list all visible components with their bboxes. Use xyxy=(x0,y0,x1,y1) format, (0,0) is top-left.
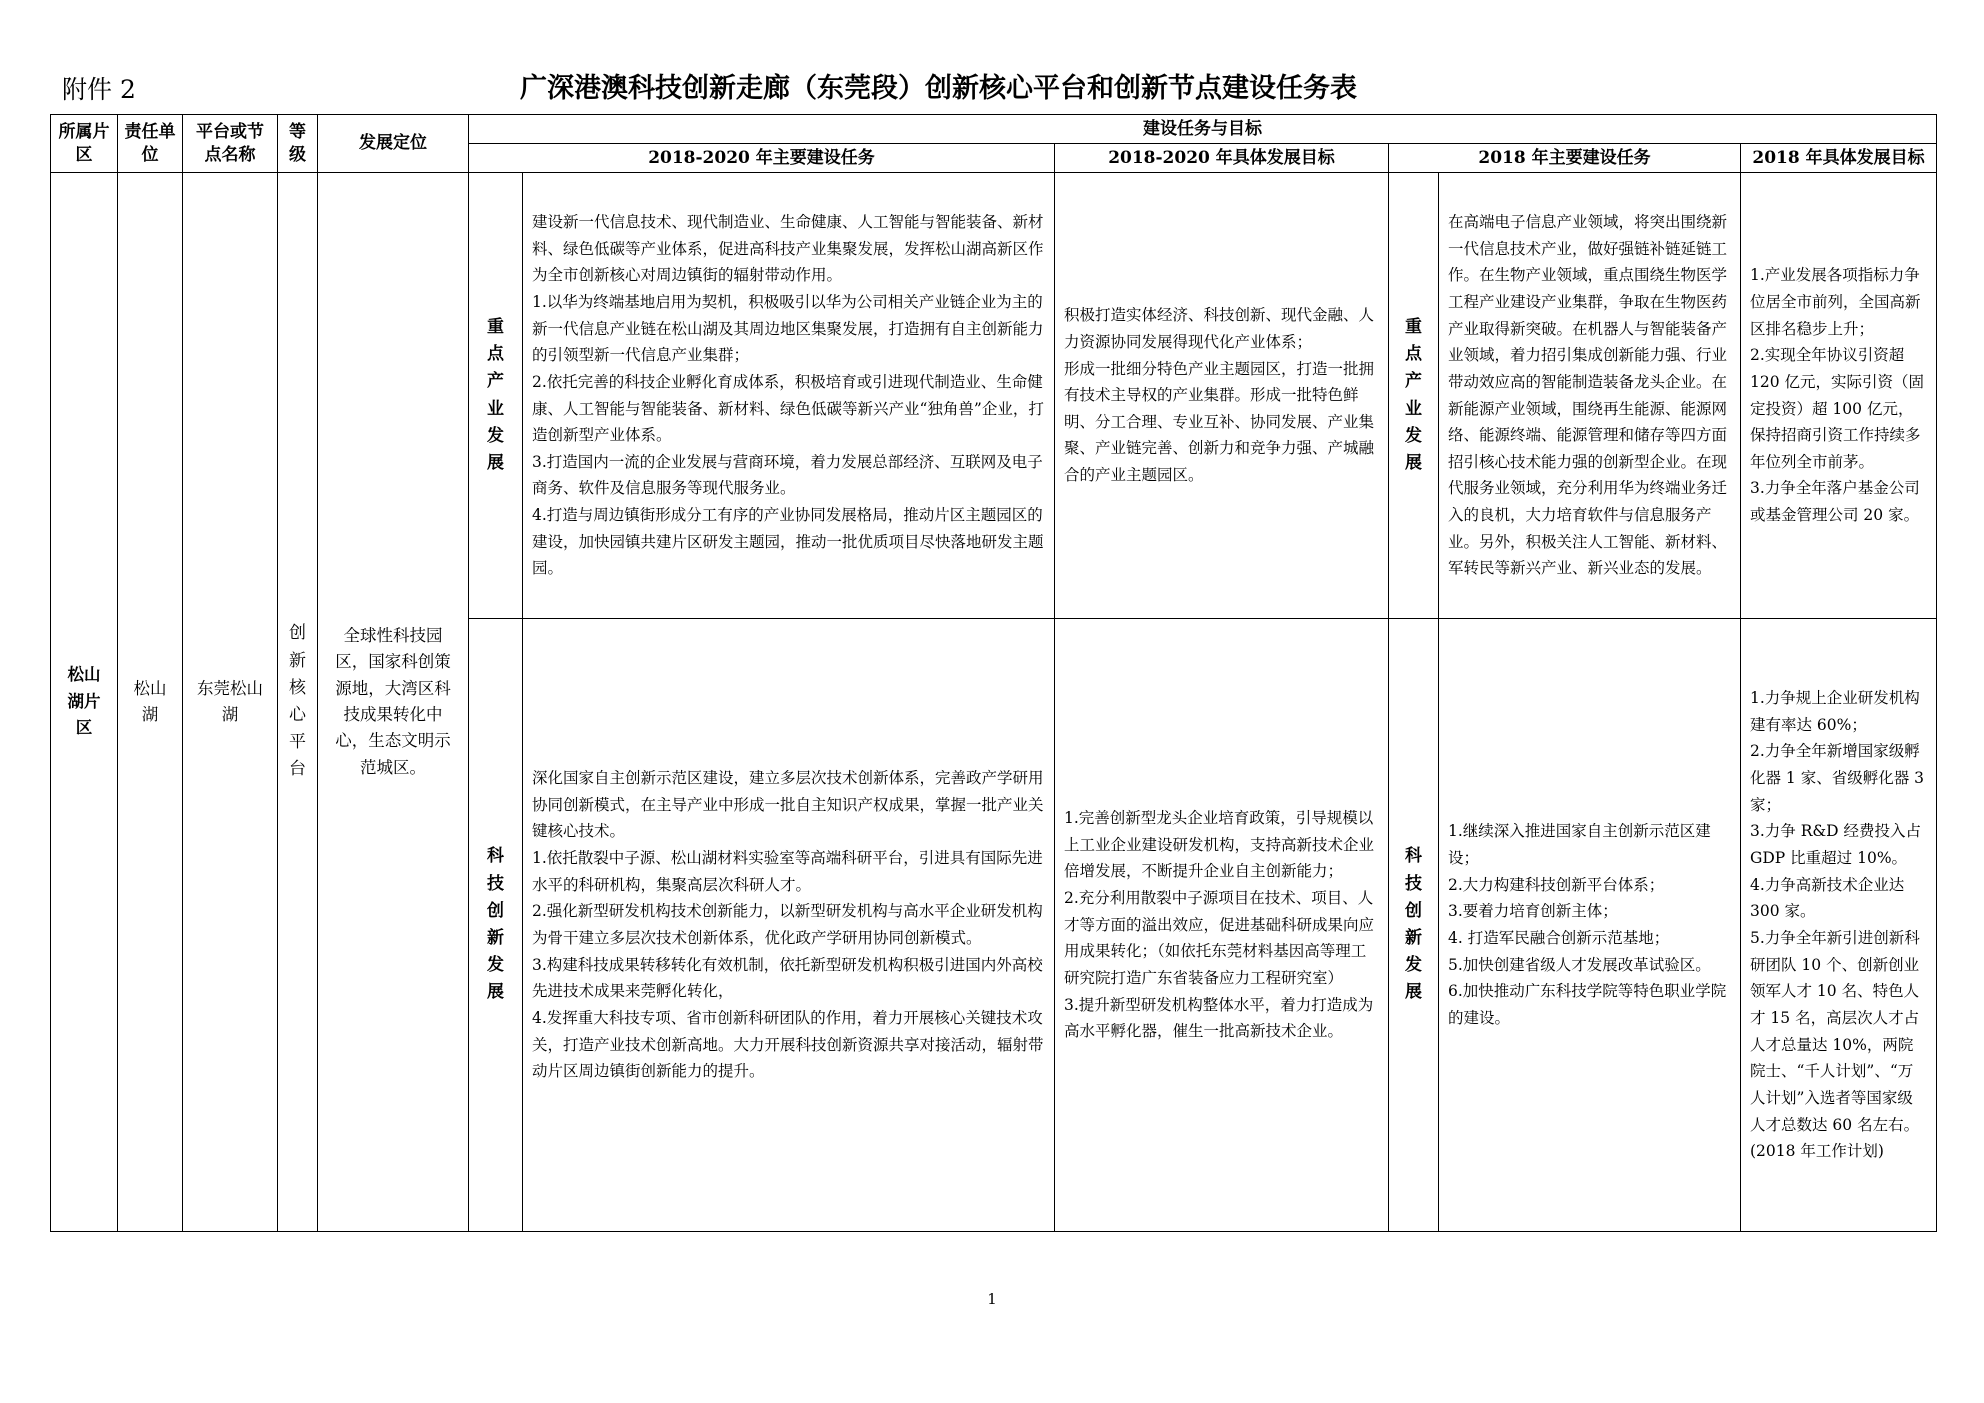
cell-platform: 东莞松山湖 xyxy=(183,173,278,1232)
header-row-1 xyxy=(51,115,1937,144)
cell-category-tech xyxy=(469,619,523,1232)
page-number: 1 xyxy=(987,1290,997,1308)
col-header-positioning: 发展定位 xyxy=(318,115,469,173)
cell-category-tech-2018 xyxy=(1389,619,1439,1232)
cell-tasks-2018-2020-tech: 深化国家自主创新示范区建设，建立多层次技术创新体系，完善政产学研用协同创新模式，在主导产业中形成一批自主知识产权成果，掌握一批产业关键核心技术。 1.依托散裂中子源、松山湖材料实验室等高端科研平台，引进具有国际先进水平的科研机构，集聚高层次科研人才。 2.强化新型研发机构技术创新能力，以新型研发机构与高水平企业研发机构为骨干建立多层次技术创新体系，优化政产学研用协同创新模式。 3.构建科技成果转移转化有效机制，依托新型研发机构积极引进国内外高校先进技术成果来莞孵化转化， 4.发挥重大科技专项、省市创新科研团队的作用，着力开展核心关键技术攻关，打造产业技术创新高地。大力开展科技创新资源共享对接活动，辐射带动片区周边镇街创新能力的提升。 xyxy=(523,619,1055,1232)
col-header-region: 所属片区 xyxy=(51,115,118,173)
cell-positioning: 全球性科技园区，国家科创策源地，大湾区科技成果转化中心，生态文明示范城区。 xyxy=(318,173,469,1232)
cell-region: 松山湖片区 xyxy=(51,173,118,1232)
cell-unit: 松山湖 xyxy=(118,173,183,1232)
table-row xyxy=(51,173,1937,619)
cell-goals-2018-tech: 1.力争规上企业研发机构建有率达 60%； 2.力争全年新增国家级孵化器 1 家、省级孵化器 3 家； 3.力争 R&D 经费投入占 GDP 比重超过 10%。 4.力争高新技术企业达 300 家。 5.力争全年新引进创新科研团队 10 个、创新创业领军人才 10 名、特色人才 15 名，高层次人才占人才总量达 10%，两院院士、“千人计划”、“万人计划”入选者等国家级人才总数达 60 名左右。(2018 年工作计划) xyxy=(1741,619,1937,1232)
level-text: 创新核心平台 xyxy=(289,623,306,780)
cell-level xyxy=(278,173,318,1232)
col-header-goals-2018-2020: 2018-2020 年具体发展目标 xyxy=(1055,144,1389,173)
cell-goals-2018-2020-tech: 1.完善创新型龙头企业培育政策，引导规模以上工业企业建设研发机构，支持高新技术企业倍增发展，不断提升企业自主创新能力； 2.充分利用散裂中子源项目在技术、项目、人才等方面的溢出效应，促进基础科研成果向应用成果转化；（如依托东莞材料基因高等理工研究院打造广东省装备应力工程研究室） 3.提升新型研发机构整体水平，着力打造成为高水平孵化器，催生一批高新技术企业。 xyxy=(1055,619,1389,1232)
cell-goals-2018-2020-industry: 积极打造实体经济、科技创新、现代金融、人力资源协同发展得现代化产业体系； 形成一批细分特色产业主题园区，打造一批拥有技术主导权的产业集群。形成一批特色鲜明、分工合理、专业互补、协同发展、产业集聚、产业链完善、创新力和竞争力强、产城融合的产业主题园区。 xyxy=(1055,173,1389,619)
cell-category-industry xyxy=(469,173,523,619)
cell-goals-2018-industry: 1.产业发展各项指标力争位居全市前列，全国高新区排名稳步上升； 2.实现全年协议引资超 120 亿元，实际引资（固定投资）超 100 亿元，保持招商引资工作持续多年位列全市前茅。 3.力争全年落户基金公司或基金管理公司 20 家。 xyxy=(1741,173,1937,619)
cell-tasks-2018-industry: 在高端电子信息产业领域，将突出围绕新一代信息技术产业，做好强链补链延链工作。在生物产业领域，重点围绕生物医学工程产业建设产业集群，争取在生物医药产业取得新突破。在机器人与智能装备产业领域，着力招引集成创新能力强、行业带动效应高的智能制造装备龙头企业。在新能源产业领域，围绕再生能源、能源网络、能源终端、能源管理和储存等四方面招引核心技术能力强的创新型企业。在现代服务业领域，充分利用华为终端业务迁入的良机，大力培育软件与信息服务产业。另外，积极关注人工智能、新材料、军转民等新兴产业、新兴业态的发展。 xyxy=(1439,173,1741,619)
category-label: 重点产业发展 xyxy=(1405,316,1422,473)
col-header-tasks-2018-2020: 2018-2020 年主要建设任务 xyxy=(469,144,1055,173)
col-header-tasks-group: 建设任务与目标 xyxy=(469,115,1937,144)
task-table xyxy=(50,114,1937,1232)
cell-category-industry-2018 xyxy=(1389,173,1439,619)
category-label: 科技创新发展 xyxy=(1405,846,1422,1003)
col-header-tasks-2018: 2018 年主要建设任务 xyxy=(1389,144,1741,173)
col-header-level: 等级 xyxy=(278,115,318,173)
attachment-label: 附件 2 xyxy=(62,75,136,104)
cell-tasks-2018-tech: 1.继续深入推进国家自主创新示范区建设； 2.大力构建科技创新平台体系； 3.要着力培育创新主体； 4. 打造军民融合创新示范基地； 5.加快创建省级人才发展改革试验区。 6.加快推动广东科技学院等特色职业学院的建设。 xyxy=(1439,619,1741,1232)
col-header-goals-2018: 2018 年具体发展目标 xyxy=(1741,144,1937,173)
category-label: 科技创新发展 xyxy=(487,846,504,1003)
category-label: 重点产业发展 xyxy=(487,316,504,473)
col-header-unit: 责任单位 xyxy=(118,115,183,173)
document-title: 广深港澳科技创新走廊（东莞段）创新核心平台和创新节点建设任务表 xyxy=(520,73,1357,104)
cell-tasks-2018-2020-industry: 建设新一代信息技术、现代制造业、生命健康、人工智能与智能装备、新材料、绿色低碳等产业体系，促进高科技产业集聚发展，发挥松山湖高新区作为全市创新核心对周边镇街的辐射带动作用。 1.以华为终端基地启用为契机，积极吸引以华为公司相关产业链企业为主的新一代信息产业链在松山湖及其周边地区集聚发展，打造拥有自主创新能力的引领型新一代信息产业集群； 2.依托完善的科技企业孵化育成体系，积极培育或引进现代制造业、生命健康、人工智能与智能装备、新材料、绿色低碳等新兴产业“独角兽”企业，打造创新型产业体系。 3.打造国内一流的企业发展与营商环境，着力发展总部经济、互联网及电子商务、软件及信息服务等现代服务业。 4.打造与周边镇街形成分工有序的产业协同发展格局，推动片区主题园区的建设，加快园镇共建片区研发主题园，推动一批优质项目尽快落地研发主题园。 xyxy=(523,173,1055,619)
col-header-platform: 平台或节点名称 xyxy=(183,115,278,173)
